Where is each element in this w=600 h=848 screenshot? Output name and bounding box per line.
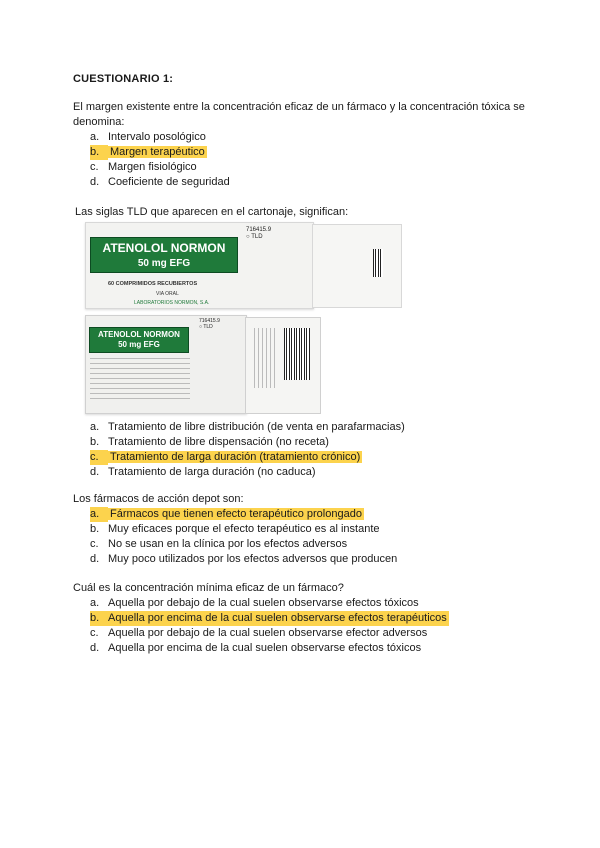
option-2a[interactable]: a. Tratamiento de libre distribución (de venta en parafarmacias)	[90, 421, 405, 433]
title: CUESTIONARIO 1:	[73, 73, 174, 85]
option-2d[interactable]: d. Tratamiento de larga duración (no caduca)	[90, 466, 316, 478]
box-side	[312, 224, 402, 308]
option-1a[interactable]: a. Intervalo posológico	[90, 131, 206, 143]
box-front	[85, 222, 314, 309]
option-3a[interactable]: a. Fármacos que tienen efecto terapéutico prolongado	[90, 508, 362, 520]
question-4-options	[90, 596, 449, 656]
option-4b[interactable]: b. Aquella por encima de la cual suelen observarse efectos terapéuticos	[90, 612, 447, 624]
box-code: 716415.9 ○ TLD	[246, 227, 272, 240]
option-3c[interactable]: c. No se usan en la clínica por los efectos adversos	[90, 538, 348, 550]
box-lab: LABORATORIOS NORMON, S.A.	[134, 300, 210, 306]
option-2c[interactable]: c. Tratamiento de larga duración (tratamiento crónico)	[90, 451, 361, 463]
question-3: Los fármacos de acción depot son:	[73, 493, 244, 505]
option-1b[interactable]: b. Margen terapéutico	[90, 146, 205, 158]
barcode-icon	[284, 328, 310, 380]
option-4c[interactable]: c. Aquella por debajo de la cual suelen observarse efector adversos	[90, 627, 428, 639]
question-2: Las siglas TLD que aparecen en el cartonaje, significan:	[75, 206, 349, 218]
option-4d[interactable]: d. Aquella por encima de la cual suelen observarse efectos tóxicos	[90, 642, 422, 654]
box-route: VIA ORAL	[156, 291, 179, 297]
option-2b[interactable]: b. Tratamiento de libre dispensación (no receta)	[90, 436, 329, 448]
box-back-code: 716415.9 ○ TLD	[199, 318, 220, 330]
box-back-brand: ATENOLOL NORMON 50 mg EFG	[89, 327, 189, 353]
option-1d[interactable]: d. Coeficiente de seguridad	[90, 176, 230, 188]
barcode-icon	[373, 249, 383, 277]
option-3b[interactable]: b. Muy eficaces porque el efecto terapéutico es al instante	[90, 523, 380, 535]
question-3-options	[90, 507, 397, 567]
option-4a[interactable]: a. Aquella por debajo de la cual suelen observarse efectos tóxicos	[90, 597, 419, 609]
box-back	[85, 315, 247, 414]
box-brand-label: ATENOLOL NORMON 50 mg EFG	[90, 237, 238, 273]
box-back-side	[245, 317, 321, 414]
question-2-options	[90, 420, 405, 480]
option-1c[interactable]: c. Margen fisiológico	[90, 161, 197, 173]
box-units: 60 COMPRIMIDOS RECUBIERTOS	[108, 281, 198, 287]
box-back-text-lines	[90, 358, 190, 402]
option-3d[interactable]: d. Muy poco utilizados por los efectos adversos que producen	[90, 553, 398, 565]
question-4: Cuál es la concentración mínima eficaz de un fármaco?	[73, 582, 344, 594]
question-1-options	[90, 130, 230, 190]
medicine-box-image	[85, 222, 312, 412]
question-1: El margen existente entre la concentración eficaz de un fármaco y la concentración tóxica se denomina:	[73, 101, 525, 128]
box-side-text-lines	[254, 328, 278, 388]
